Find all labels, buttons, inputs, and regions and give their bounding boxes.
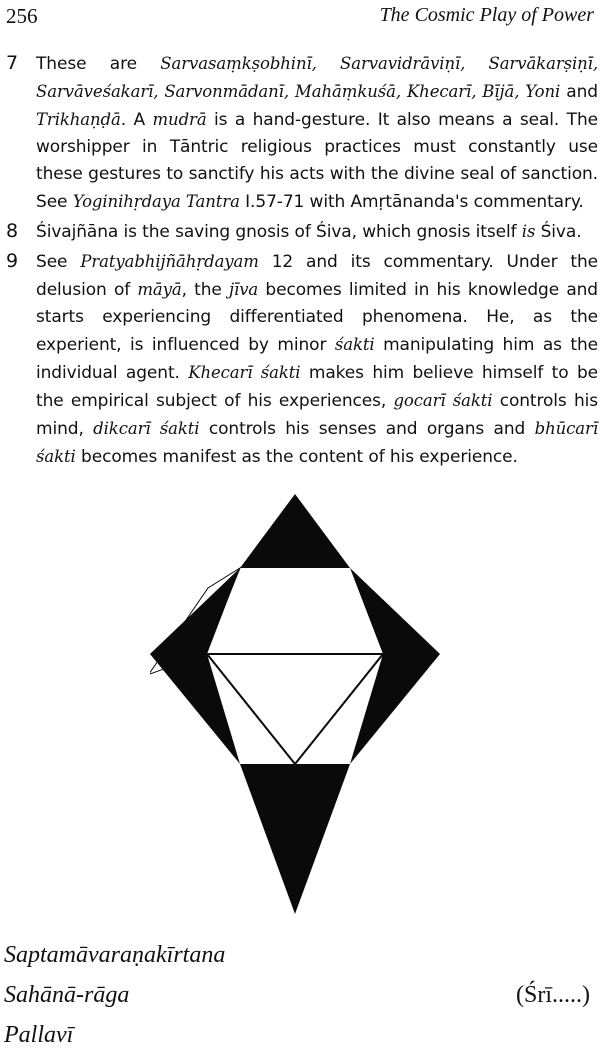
kirtana-heading xyxy=(4,937,596,1057)
text-run: controls his mind, xyxy=(36,391,599,439)
text-run: , the xyxy=(181,280,230,300)
page-number: 256 xyxy=(6,4,38,28)
right-lower-wing xyxy=(350,654,440,764)
text-run: Śiva. xyxy=(535,222,582,242)
italic-term: mudrā xyxy=(152,110,207,129)
italic-term: Yoginihṛdaya Tantra xyxy=(72,192,240,211)
italic-term: gocarī śakti xyxy=(393,391,493,410)
top-tip xyxy=(240,494,350,568)
endnote-text xyxy=(36,50,598,216)
text-run: is a hand-gesture. It also means a seal. The worshipper in Tāntric religious practices must constantly use these gestures to sanctify his acts with the divine seal of sanction. See xyxy=(36,110,598,212)
text-run: controls his senses and organs and xyxy=(199,419,535,439)
raga-line xyxy=(4,977,596,1017)
text-run: manipulating him as the individual agent. xyxy=(36,335,599,383)
text-run: becomes manifest as the content of his experience. xyxy=(75,447,518,467)
section-label: Pallavī xyxy=(4,1022,74,1048)
italic-term: jīva xyxy=(229,280,259,299)
italic-term: Pratyabhijñāhṛdayam xyxy=(80,252,259,271)
endnote xyxy=(0,50,600,216)
italic-term: Sarvasaṃkṣobhinī, Sarvavidrāviṇī, Sarvākarṣiṇī, Sarvāveśakarī, Sarvonmādanī, Mahāṃkuśā, Khecarī, Bījā, Yoni xyxy=(36,54,598,101)
endnote-number: 7 xyxy=(6,52,19,74)
endnote-text xyxy=(36,218,598,246)
text-run: makes him believe himself to be the empirical subject of his experiences, xyxy=(36,363,598,411)
endnote-text xyxy=(36,248,598,471)
italic-term: śakti xyxy=(334,335,375,354)
text-run: Śivajñāna is the saving gnosis of Śiva, which gnosis itself xyxy=(36,222,522,242)
italic-term: is xyxy=(521,222,536,241)
text-run: These are xyxy=(36,54,161,74)
italic-term: māyā xyxy=(137,280,182,299)
italic-term: Khecarī śakti xyxy=(188,363,301,382)
raga-name: Sahānā-rāga xyxy=(4,982,130,1008)
endnote-number: 9 xyxy=(6,250,19,272)
text-run: . A xyxy=(120,110,153,130)
italic-term: Trikhaṇḍā xyxy=(36,110,121,129)
endnote xyxy=(0,248,600,471)
yantra-star-icon xyxy=(150,494,440,914)
italic-term: dikcarī śakti xyxy=(93,419,200,438)
page-header xyxy=(0,0,600,34)
bottom-tip xyxy=(240,764,350,914)
endnotes-list xyxy=(0,50,600,473)
text-run: I.57-71 with Amṛtānanda's commentary. xyxy=(239,192,584,212)
running-head: The Cosmic Play of Power xyxy=(379,4,594,26)
yantra-diagram xyxy=(150,494,440,914)
endnote-number: 8 xyxy=(6,220,19,242)
left-lower-wing xyxy=(150,654,240,764)
right-upper-wing xyxy=(350,568,440,654)
text-run: 12 and its commentary. Under the delusion of xyxy=(36,252,598,300)
left-upper-wing xyxy=(150,568,240,654)
text-run: becomes limited in his knowledge and starts experiencing differentiated phenomena. He, as the experient, is influenced by minor xyxy=(36,280,599,355)
text-run: See xyxy=(36,252,81,272)
tala-name: (Śrī.....) xyxy=(516,982,590,1008)
endnote xyxy=(0,218,600,246)
text-run: and xyxy=(560,82,598,102)
italic-term: bhūcarī śakti xyxy=(36,419,598,466)
kirtana-title: Saptamāvaraṇakīrtana xyxy=(4,942,226,968)
